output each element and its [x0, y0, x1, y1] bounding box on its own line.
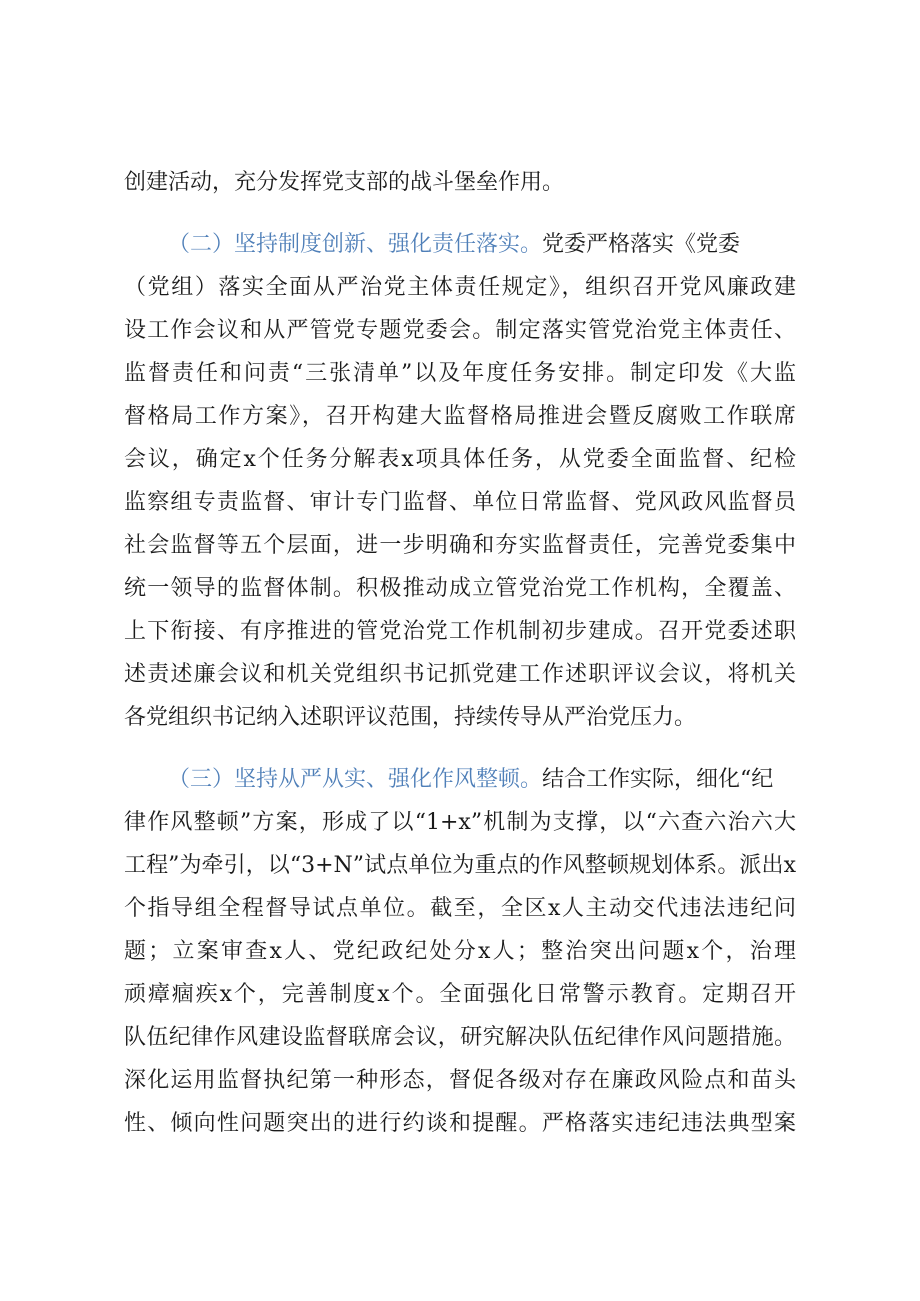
paragraph-2-line — [0, 310, 920, 351]
paragraph-2-line — [0, 267, 920, 308]
paragraph-2-lead: 党委严格落实《党委 — [542, 232, 741, 257]
paragraph-2-text: 监督责任和问责“三张清单”以及年度任务安排。制定印发《大监 — [124, 361, 796, 386]
paragraph-3-line — [0, 1017, 920, 1058]
paragraph-3-first-line-text — [168, 759, 796, 800]
paragraph-3-line — [0, 1060, 920, 1101]
paragraph-3-text: 题；立案审查x人、党纪政纪处分x人；整治突出问题x个，治理 — [124, 939, 796, 964]
paragraph-1-text: 创建活动，充分发挥党支部的战斗堡垒作用。 — [124, 170, 565, 195]
paragraph-2-text: 统一领导的监督体制。积极推动成立管党治党工作机构，全覆盖、 — [124, 576, 796, 601]
paragraph-2-first-line-text — [168, 224, 796, 265]
paragraph-3-line — [0, 845, 920, 886]
paragraph-3-line — [0, 1103, 920, 1144]
paragraph-2-text: 上下衔接、有序推进的管党治党工作机制初步建成。召开党委述职 — [124, 619, 796, 644]
paragraph-2-text: 督格局工作方案》，召开构建大监督格局推进会暨反腐败工作联席 — [124, 404, 796, 429]
paragraph-3-text: 队伍纪律作风建设监督联席会议，研究解决队伍纪律作风问题措施。 — [124, 1025, 796, 1050]
paragraph-2-heading: （二）坚持制度创新、强化责任落实。 — [168, 232, 543, 257]
paragraph-1-line — [0, 162, 920, 203]
paragraph-2-line — [0, 611, 920, 652]
paragraph-2-first-line — [0, 224, 920, 265]
paragraph-3-first-line — [0, 759, 920, 800]
paragraph-2-line — [0, 568, 920, 609]
paragraph-2-line — [0, 697, 920, 738]
paragraph-2-line — [0, 482, 920, 523]
paragraph-2-line — [0, 654, 920, 695]
paragraph-3-text: 个指导组全程督导试点单位。截至，全区x人主动交代违法违纪问 — [124, 896, 796, 921]
paragraph-2-line — [0, 525, 920, 566]
paragraph-2-text: 各党组织书记纳入述职评议范围，持续传导从严治党压力。 — [124, 705, 697, 730]
paragraph-2-text: 社会监督等五个层面，进一步明确和夯实监督责任，完善党委集中 — [124, 533, 796, 558]
paragraph-2-text: 述责述廉会议和机关党组织书记抓党建工作述职评议会议，将机关 — [124, 662, 796, 687]
paragraph-3-line — [0, 802, 920, 843]
paragraph-3-line — [0, 974, 920, 1015]
paragraph-2-line — [0, 353, 920, 394]
paragraph-2-text: （党组）落实全面从严治党主体责任规定》，组织召开党风廉政建 — [124, 275, 796, 300]
paragraph-3-text: 顽瘴痼疾x个，完善制度x个。全面强化日常警示教育。定期召开 — [124, 982, 796, 1007]
paragraph-2-line — [0, 396, 920, 437]
paragraph-3-text: 性、倾向性问题突出的进行约谈和提醒。严格落实违纪违法典型案 — [124, 1111, 796, 1136]
paragraph-2-text: 设工作会议和从严管党专题党委会。制定落实管党治党主体责任、 — [124, 318, 796, 343]
paragraph-3-lead: 结合工作实际，细化“纪 — [542, 767, 774, 792]
paragraph-3-heading: （三）坚持从严从实、强化作风整顿。 — [168, 767, 543, 792]
paragraph-2-text: 会议，确定x个任务分解表x项具体任务，从党委全面监督、纪检 — [124, 447, 796, 472]
paragraph-3-text: 工程”为牵引，以“3+N”试点单位为重点的作风整顿规划体系。派出x — [124, 853, 796, 878]
paragraph-3-line — [0, 931, 920, 972]
paragraph-3-text: 律作风整顿”方案，形成了以“1+x”机制为支撑，以“六查六治六大 — [124, 810, 796, 835]
paragraph-2-text: 监察组专责监督、审计专门监督、单位日常监督、党风政风监督员 — [124, 490, 796, 515]
paragraph-2-line — [0, 439, 920, 480]
paragraph-3-line — [0, 888, 920, 929]
paragraph-3-text: 深化运用监督执纪第一种形态，督促各级对存在廉政风险点和苗头 — [124, 1068, 796, 1093]
